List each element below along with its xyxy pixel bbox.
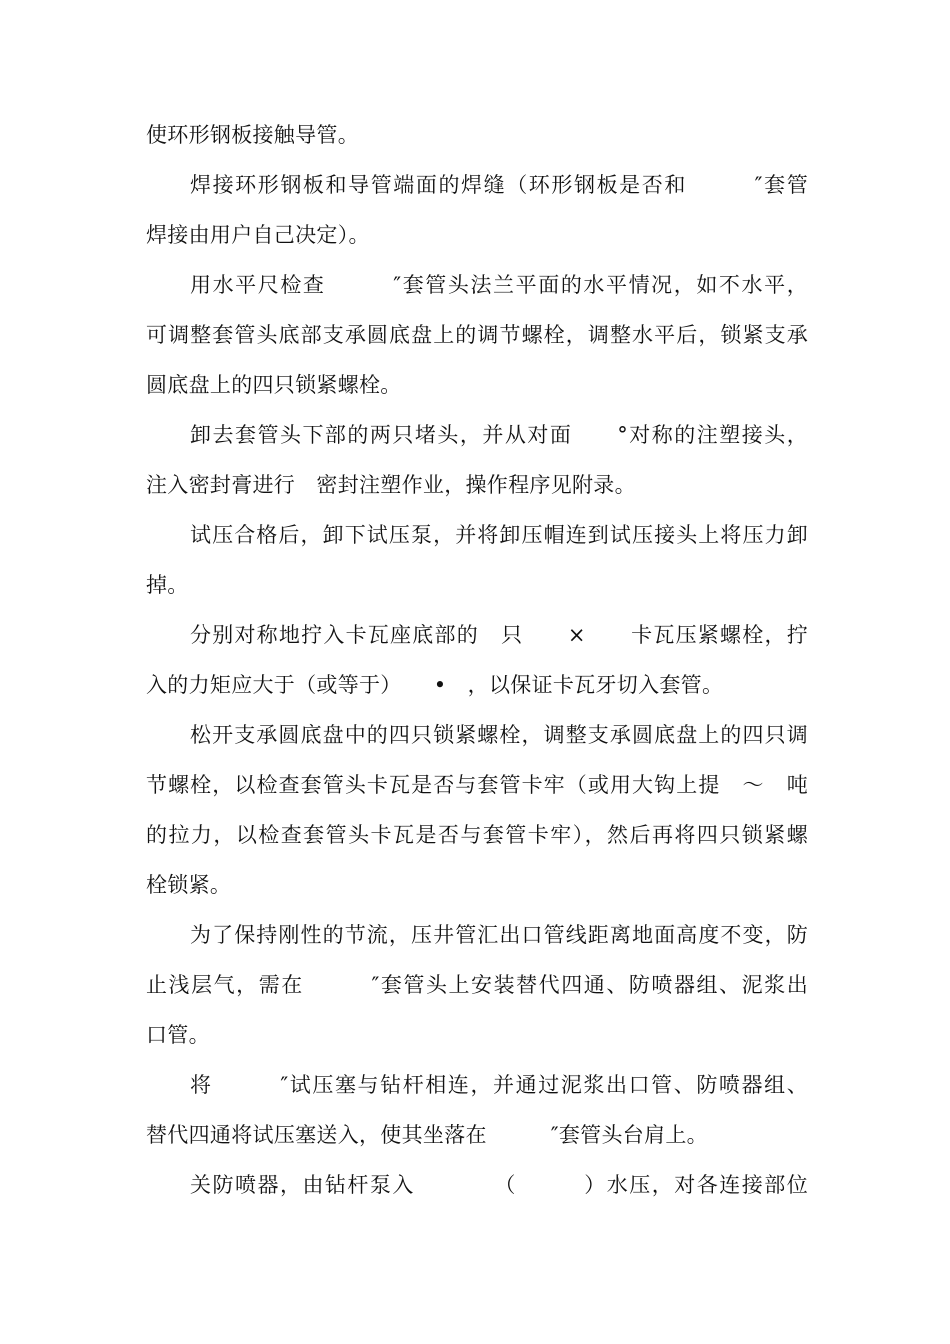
body-text-line: 圆底盘上的四只锁紧螺栓。 [146, 373, 402, 397]
body-text-line: 焊接由用户自己决定）。 [146, 223, 370, 247]
body-text-line: 入的力矩应大于（或等于） • ，以保证卡瓦牙切入套管。 [146, 673, 724, 697]
body-text-line: 卸去套管头下部的两只堵头，并从对面 °对称的注塑接头， [190, 423, 808, 447]
body-text-line: 松开支承圆底盘中的四只锁紧螺栓，调整支承圆底盘上的四只调 [190, 723, 808, 747]
body-text-line: 使环形钢板接触导管。 [146, 123, 359, 147]
body-text-line: 掉。 [146, 573, 189, 597]
body-text-line: 将 ″试压塞与钻杆相连，并通过泥浆出口管、防喷器组、 [190, 1073, 808, 1097]
body-text-line: 的拉力，以检查套管头卡瓦是否与套管卡牢），然后再将四只锁紧螺 [146, 823, 808, 847]
body-text-line: 焊接环形钢板和导管端面的焊缝（环形钢板是否和 ″套管 [190, 173, 808, 197]
body-text-line: 口管。 [146, 1023, 210, 1047]
body-text-line: 栓锁紧。 [146, 873, 232, 897]
body-text-line: 试压合格后，卸下试压泵，并将卸压帽连到试压接头上将压力卸 [190, 523, 808, 547]
body-text-line: 可调整套管头底部支承圆底盘上的调节螺栓，调整水平后，锁紧支承 [146, 323, 808, 347]
body-text-line: 关防喷器，由钻杆泵入 （ ）水压，对各连接部位 [190, 1173, 808, 1197]
body-text-line: 止浅层气，需在 ″套管头上安装替代四通、防喷器组、泥浆出 [146, 973, 808, 997]
body-text-line: 注入密封膏进行 密封注塑作业，操作程序见附录。 [146, 473, 636, 497]
body-text-line: 用水平尺检查 ″套管头法兰平面的水平情况，如不水平， [190, 273, 808, 297]
body-text-line: 替代四通将试压塞送入，使其坐落在 ″套管头台肩上。 [146, 1123, 708, 1147]
body-text-line: 分别对称地拧入卡瓦座底部的 只 × 卡瓦压紧螺栓，拧 [190, 623, 808, 647]
body-text-line: 为了保持刚性的节流，压井管汇出口管线距离地面高度不变，防 [190, 923, 808, 947]
body-text-line: 节螺栓，以检查套管头卡瓦是否与套管卡牢（或用大钩上提 ～ 吨 [146, 773, 808, 797]
